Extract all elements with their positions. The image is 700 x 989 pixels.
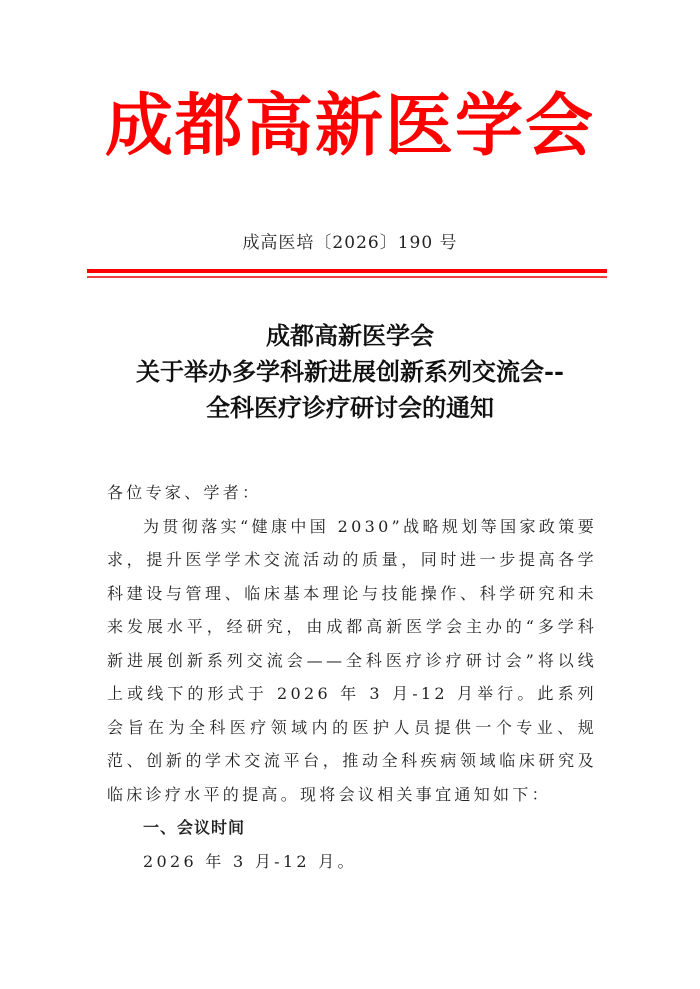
title-line-3: 全科医疗诊疗研讨会的通知	[206, 393, 494, 422]
title-line-2: 关于举办多学科新进展创新系列交流会--	[136, 357, 564, 386]
title-line-1: 成都高新医学会	[266, 321, 434, 350]
intro-paragraph: 为贯彻落实“健康中国 2030”战略规划等国家政策要求，提升医学学术交流活动的质量，同时进一步提高各学科建设与管理、临床基本理论与技能操作、科学研究和未来发展水平，经研究，由成都高新医学会主办的“多学科新进展创新系列交流会——全科医疗诊疗研讨会”将以线上或线下的形式于 2026 年 3 月-12 月举行。此系列会旨在为全科医疗领域内的医护人员提供一个专业、规范、创新的学术交流平台，推动全科疾病领域临床研究及临床诊疗水平的提高。现将会议相关事宜通知如下：	[107, 516, 597, 804]
red-divider-thick	[87, 269, 607, 273]
notice-title	[0, 318, 700, 426]
organization-masthead: 成都高新医学会	[104, 86, 595, 166]
meeting-time-content: 2026 年 3 月-12 月。	[143, 851, 357, 871]
notice-body	[107, 476, 597, 878]
document-number: 成高医培〔2026〕190 号	[242, 233, 458, 253]
salutation: 各位专家、学者：	[107, 483, 262, 502]
section-heading-meeting-time: 一、会议时间	[143, 818, 246, 837]
red-divider-thin	[87, 276, 607, 278]
